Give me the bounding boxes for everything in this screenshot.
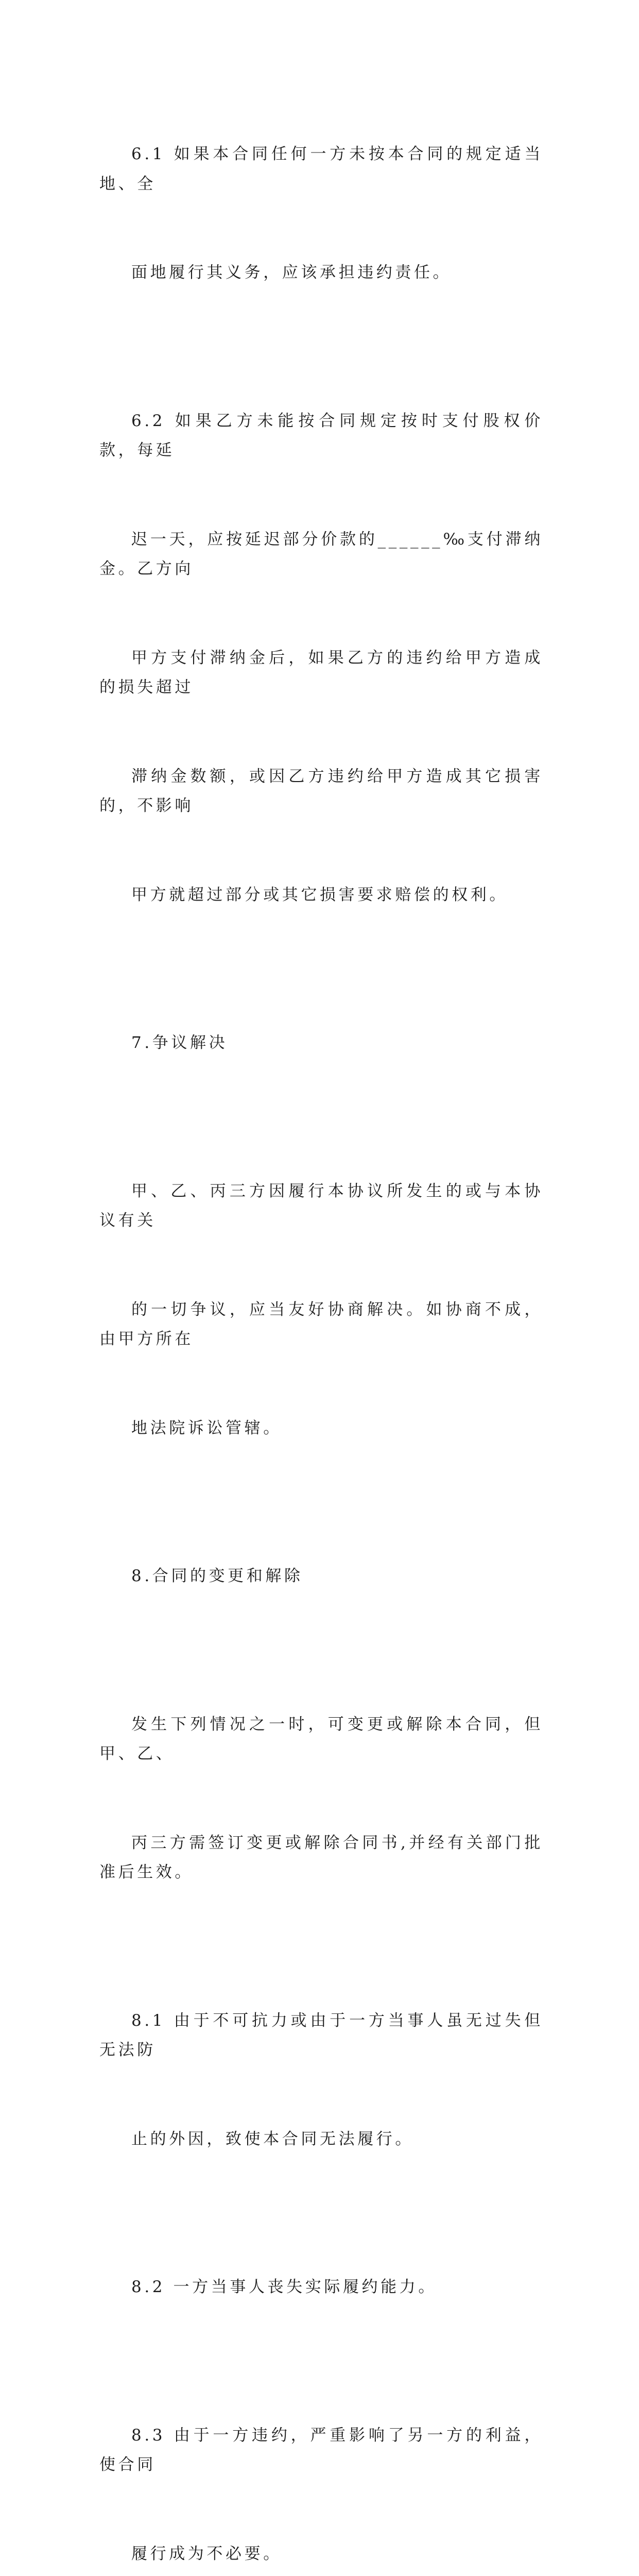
- section-heading-8: [99, 1502, 543, 1651]
- clause-8-1: [99, 1947, 543, 2214]
- clause-6-1: [99, 80, 543, 347]
- text-line: 7.争议解决: [99, 1028, 543, 1058]
- text-line: 8.合同的变更和解除: [99, 1562, 543, 1591]
- clause-8-2: [99, 2213, 543, 2362]
- clause-8-body: [99, 1651, 543, 1947]
- text-line: 8.1 由于不可抗力或由于一方当事人虽无过失但无法防: [99, 2006, 543, 2065]
- text-line: 6.1 如果本合同任何一方未按本合同的规定适当地、全: [99, 140, 543, 199]
- text-line: 履行成为不必要。: [99, 2539, 543, 2569]
- text-line: 迟一天，应按延迟部分价款的______‰支付滞纳金。乙方向: [99, 525, 543, 584]
- text-line: 止的外因，致使本合同无法履行。: [99, 2125, 543, 2155]
- clause-7-body: [99, 1117, 543, 1503]
- text-line: 8.3 由于一方违约，严重影响了另一方的利益，使合同: [99, 2421, 543, 2480]
- text-line: 的一切争议，应当友好协商解决。如协商不成，由甲方所在: [99, 1295, 543, 1354]
- text-line: 8.2 一方当事人丧失实际履约能力。: [99, 2273, 543, 2302]
- text-line: 丙三方需签订变更或解除合同书,并经有关部门批准后生效。: [99, 1828, 543, 1888]
- text-line: 甲方支付滞纳金后，如果乙方的违约给甲方造成的损失超过: [99, 643, 543, 703]
- clause-8-3: [99, 2362, 543, 2576]
- text-line: 6.2 如果乙方未能按合同规定按时支付股权价款，每延: [99, 406, 543, 466]
- text-line: 甲方就超过部分或其它损害要求赔偿的权利。: [99, 880, 543, 910]
- text-line: 面地履行其义务，应该承担违约责任。: [99, 258, 543, 288]
- section-heading-7: [99, 969, 543, 1117]
- text-line: 发生下列情况之一时，可变更或解除本合同，但甲、乙、: [99, 1710, 543, 1769]
- text-line: 地法院诉讼管辖。: [99, 1414, 543, 1444]
- clause-6-2: [99, 347, 543, 970]
- document-page: [0, 0, 639, 904]
- text-line: 滞纳金数额，或因乙方违约给甲方造成其它损害的，不影响: [99, 762, 543, 821]
- text-line: 甲、乙、丙三方因履行本协议所发生的或与本协议有关: [99, 1177, 543, 1236]
- document-body: [99, 80, 543, 2576]
